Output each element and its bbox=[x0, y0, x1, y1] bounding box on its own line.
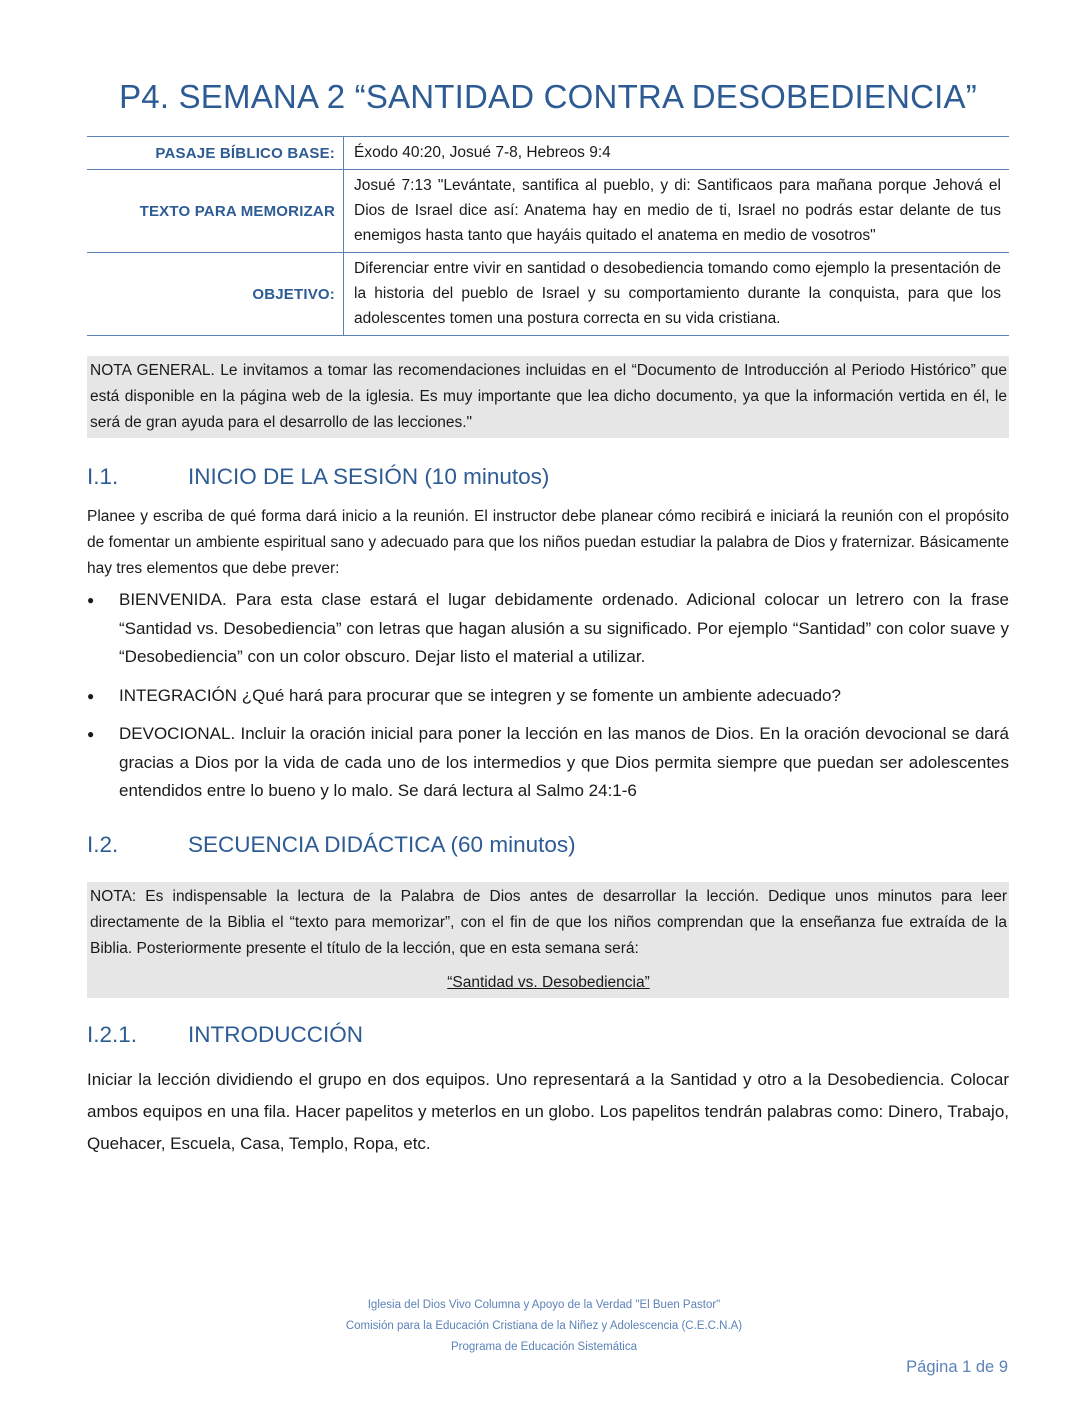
table-row bbox=[87, 253, 1009, 336]
memorize-value: Josué 7:13 "Levántate, santifica al pueblo, y di: Santificaos para mañana porque Jehová el Dios de Israel dice así: Anatema hay en medio de ti, Israel no podrás estar delante de tus enemigos hasta tanto que hayáis quitado el anatema en medio de vosotros" bbox=[344, 170, 1010, 253]
passage-value: Éxodo 40:20, Josué 7-8, Hebreos 9:4 bbox=[344, 137, 1010, 170]
lesson-title: “Santidad vs. Desobediencia” bbox=[447, 973, 650, 991]
section-number: I.1. bbox=[87, 464, 119, 489]
passage-label: PASAJE BÍBLICO BASE: bbox=[87, 137, 344, 170]
lesson-title-line bbox=[90, 970, 1007, 996]
footer-line: Iglesia del Dios Vivo Columna y Apoyo de la Verdad "El Buen Pastor" bbox=[367, 1299, 721, 1311]
memorize-label: TEXTO PARA MEMORIZAR bbox=[87, 170, 344, 253]
page-footer bbox=[0, 1295, 1088, 1358]
section-heading-inicio bbox=[87, 464, 1009, 490]
list-item-text: DEVOCIONAL. Incluir la oración inicial para poner la lección en las manos de Dios. En la oración devocional se dará gracias a Dios por la vida de cada uno de los intermedios y que Dios permita siempre que puedan ser adolescentes entendidos entre lo bueno y lo malo. Se dará lectura al Salmo 24:1-6 bbox=[119, 724, 1009, 800]
bullet-dot-icon: ● bbox=[87, 727, 95, 741]
objective-label: OBJETIVO: bbox=[87, 253, 344, 336]
section-heading-secuencia bbox=[87, 832, 1009, 858]
section-title: SECUENCIA DIDÁCTICA (60 minutos) bbox=[188, 831, 576, 857]
general-note: NOTA GENERAL. Le invitamos a tomar las recomendaciones incluidas en el “Documento de Introducción al Periodo Histórico” que está disponible en la página web de la iglesia. Es muy importante que lea dicho documento, ya que la información vertida en él, le será de gran ayuda para el desarrollo de las lecciones." bbox=[87, 356, 1009, 438]
list-item-text: BIENVENIDA. Para esta clase estará el lugar debidamente ordenado. Adicional colocar un letrero con la frase “Santidad vs. Desobediencia” con letras que hagan alusión a su significado. Por ejemplo “Santidad” con color suave y “Desobediencia” con un color obscuro. Dejar listo el material a utilizar. bbox=[119, 590, 1009, 666]
table-row bbox=[87, 137, 1009, 170]
page-title: P4. SEMANA 2 “SANTIDAD CONTRA DESOBEDIENCIA” bbox=[119, 78, 977, 115]
section-title: INTRODUCCIÓN bbox=[188, 1021, 363, 1047]
document-page bbox=[87, 78, 1009, 1160]
section-heading-introduccion bbox=[87, 1022, 1009, 1048]
bullet-dot-icon: ● bbox=[87, 593, 95, 607]
reading-note-text: NOTA: Es indispensable la lectura de la Palabra de Dios antes de desarrollar la lección. Dedique unos minutos para leer directamente de la Biblia el “texto para memorizar”, con el fin de que los niños comprendan que la enseñanza fue extraída de la Biblia. Posteriormente presente el título de la lección, que en esta semana será: bbox=[90, 887, 1007, 957]
footer-line: Programa de Educación Sistemática bbox=[450, 1341, 637, 1353]
list-item bbox=[87, 586, 1009, 672]
introduction-text: Iniciar la lección dividiendo el grupo en dos equipos. Uno representará a la Santidad y otro a la Desobediencia. Colocar ambos equipos en una fila. Hacer papelitos y meterlos en un globo. Los papelitos tendrán palabras como: Dinero, Trabajo, Quehacer, Escuela, Casa, Templo, Ropa, etc. bbox=[87, 1069, 1009, 1153]
section-number: I.2.1. bbox=[87, 1021, 138, 1047]
list-item bbox=[87, 720, 1009, 806]
footer-line: Comisión para la Educación Cristiana de la Niñez y Adolescencia (C.E.C.N.A) bbox=[345, 1320, 743, 1332]
section-intro: Planee y escriba de qué forma dará inicio a la reunión. El instructor debe planear cómo recibirá e iniciará la reunión con el propósito de fomentar un ambiente espiritual sano y adecuado para que los niños puedan estudiar la palabra de Dios y fraternizar. Básicamente hay tres elementos que debe prever: bbox=[87, 508, 1009, 577]
bullet-dot-icon: ● bbox=[87, 688, 95, 703]
lesson-info-table bbox=[87, 136, 1009, 336]
objective-value: Diferenciar entre vivir en santidad o desobediencia tomando como ejemplo la presentación de la historia del pueblo de Israel y su comportamiento durante la conquista, para que los adolescentes tomen una postura correcta en su vida cristiana. bbox=[344, 253, 1010, 336]
list-item bbox=[87, 682, 1009, 711]
section-number: I.2. bbox=[87, 831, 119, 857]
bullet-list bbox=[87, 586, 1009, 806]
table-row bbox=[87, 170, 1009, 253]
page-number: Página 1 de 9 bbox=[906, 1358, 1008, 1376]
reading-note bbox=[87, 882, 1009, 998]
list-item-text: INTEGRACIÓN ¿Qué hará para procurar que se integren y se fomente un ambiente adecuado? bbox=[119, 685, 841, 705]
section-title: INICIO DE LA SESIÓN (10 minutos) bbox=[188, 464, 550, 489]
